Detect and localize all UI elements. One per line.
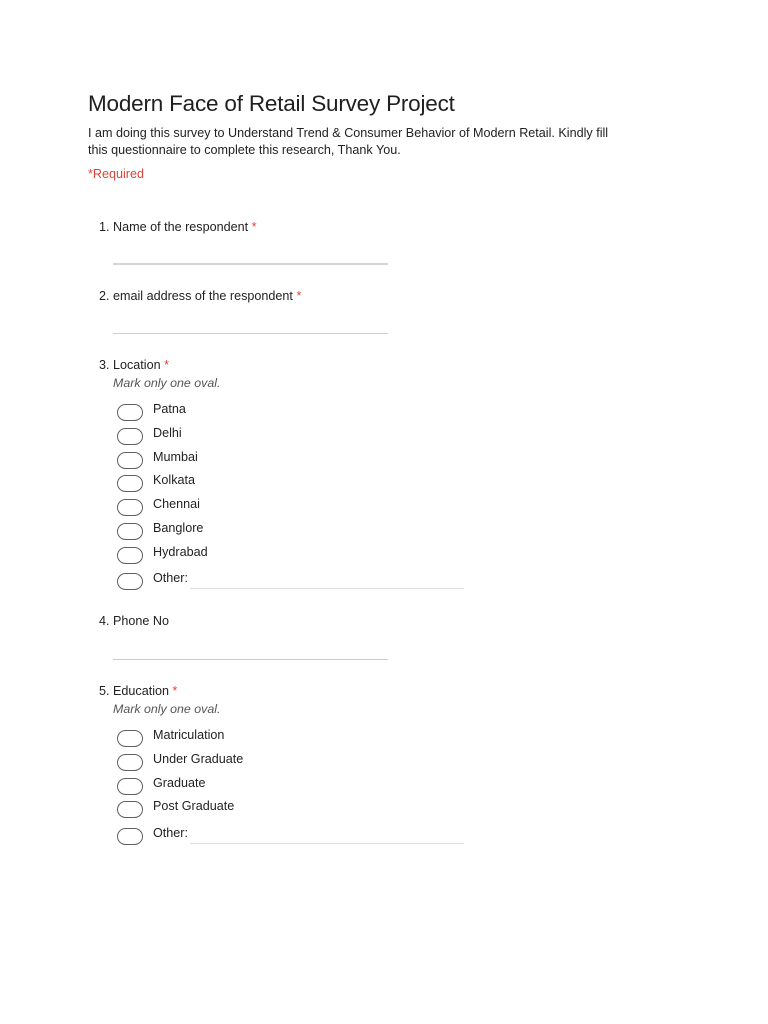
question-3-label: 3. Location bbox=[99, 358, 161, 372]
location-option-kolkata[interactable] bbox=[117, 475, 477, 495]
option-label: Mumbai bbox=[153, 450, 198, 464]
required-asterisk: * bbox=[164, 358, 170, 372]
radio-oval[interactable] bbox=[117, 730, 143, 747]
location-option-delhi[interactable] bbox=[117, 428, 477, 448]
location-option-other[interactable] bbox=[117, 573, 477, 593]
question-5-hint: Mark only one oval. bbox=[113, 702, 221, 716]
email-input[interactable] bbox=[113, 333, 388, 334]
location-option-mumbai[interactable] bbox=[117, 452, 477, 472]
question-5-title bbox=[99, 684, 177, 698]
question-4-title bbox=[99, 614, 169, 628]
radio-oval[interactable] bbox=[117, 547, 143, 564]
question-5-label: 5. Education bbox=[99, 684, 170, 698]
question-2-label: 2. email address of the respondent bbox=[99, 289, 293, 303]
option-label: Patna bbox=[153, 402, 186, 416]
education-other-input[interactable] bbox=[190, 843, 464, 844]
name-input[interactable] bbox=[113, 263, 388, 265]
radio-oval[interactable] bbox=[117, 428, 143, 445]
education-option-graduate[interactable] bbox=[117, 778, 477, 798]
required-asterisk: * bbox=[172, 684, 178, 698]
option-label: Delhi bbox=[153, 426, 182, 440]
question-4-label: 4. Phone No bbox=[99, 614, 170, 628]
required-asterisk: * bbox=[296, 289, 302, 303]
option-label: Chennai bbox=[153, 497, 200, 511]
education-option-under-graduate[interactable] bbox=[117, 754, 477, 774]
radio-oval[interactable] bbox=[117, 452, 143, 469]
form-title: Modern Face of Retail Survey Project bbox=[88, 91, 455, 116]
education-option-matriculation[interactable] bbox=[117, 730, 477, 750]
location-option-chennai[interactable] bbox=[117, 499, 477, 519]
question-3-hint: Mark only one oval. bbox=[113, 376, 221, 390]
location-other-input[interactable] bbox=[190, 588, 464, 589]
option-label: Hydrabad bbox=[153, 545, 208, 559]
required-star: * bbox=[88, 167, 93, 181]
phone-input[interactable] bbox=[113, 659, 388, 660]
option-label: Other: bbox=[153, 571, 188, 585]
question-1-title bbox=[99, 220, 257, 234]
option-label: Other: bbox=[153, 826, 188, 840]
education-option-post-graduate[interactable] bbox=[117, 801, 477, 821]
option-label: Matriculation bbox=[153, 728, 225, 742]
question-2-title bbox=[99, 289, 301, 303]
radio-oval[interactable] bbox=[117, 573, 143, 590]
question-1-label: 1. Name of the respondent bbox=[99, 220, 249, 234]
radio-oval[interactable] bbox=[117, 778, 143, 795]
education-option-other[interactable] bbox=[117, 828, 477, 848]
radio-oval[interactable] bbox=[117, 475, 143, 492]
question-3-title bbox=[99, 358, 169, 372]
option-label: Under Graduate bbox=[153, 752, 244, 766]
radio-oval[interactable] bbox=[117, 801, 143, 818]
option-label: Graduate bbox=[153, 776, 206, 790]
form-description: I am doing this survey to Understand Trend & Consumer Behavior of Modern Retail. Kindly fill this questionnaire to complete this research, Thank You. bbox=[88, 126, 609, 157]
location-option-patna[interactable] bbox=[117, 404, 477, 424]
radio-oval[interactable] bbox=[117, 404, 143, 421]
location-option-banglore[interactable] bbox=[117, 523, 477, 543]
required-asterisk: * bbox=[251, 220, 257, 234]
radio-oval[interactable] bbox=[117, 828, 143, 845]
location-option-hydrabad[interactable] bbox=[117, 547, 477, 567]
option-label: Post Graduate bbox=[153, 799, 235, 813]
radio-oval[interactable] bbox=[117, 499, 143, 516]
required-note bbox=[88, 167, 144, 181]
radio-oval[interactable] bbox=[117, 754, 143, 771]
required-label: Required bbox=[92, 167, 145, 181]
option-label: Banglore bbox=[153, 521, 204, 535]
radio-oval[interactable] bbox=[117, 523, 143, 540]
option-label: Kolkata bbox=[153, 473, 196, 487]
